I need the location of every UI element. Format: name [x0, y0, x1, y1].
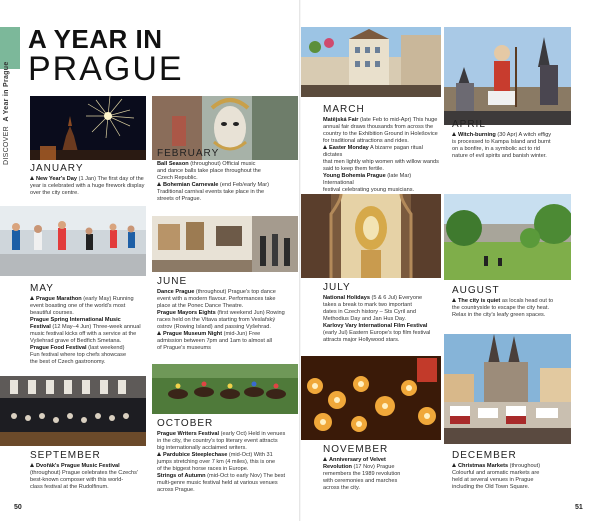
month-october: OCTOBER: [157, 418, 214, 429]
text-line: across Prague.: [157, 487, 195, 493]
text-october: [157, 431, 299, 494]
text-line: class festival at the Rudolfinum.: [30, 484, 109, 490]
text-line: for traditional attractions and rides.: [323, 138, 409, 144]
text-line: Revolution (17 Nov) Prague: [323, 464, 395, 470]
photo-july-church: [301, 194, 441, 278]
triangle-bullet-icon: [30, 296, 34, 300]
text-line: New Year's Day (1 Jan) The first day of the: [30, 176, 146, 183]
month-august: AUGUST: [452, 285, 500, 296]
text-line: annual fair draws thousands from across the: [323, 124, 434, 130]
text-line: Karlovy Vary International Film Festival: [323, 323, 428, 329]
sidebar-title: A Year in Prague: [3, 61, 10, 122]
text-line: music festival kicks off with a service at the: [30, 331, 137, 337]
text-line: Prague Marathon (early May) Running: [30, 296, 150, 303]
text-line: Prague Writers Festival (early Oct) Held in venues: [157, 431, 286, 437]
triangle-bullet-icon: [157, 452, 161, 456]
text-line: year is celebrated with a huge firework display: [30, 183, 145, 189]
text-line: attracts major Hollywood stars.: [323, 337, 400, 343]
text-september: [30, 463, 150, 491]
text-line: takes a break to mark two important: [323, 302, 412, 308]
text-line: is processed to Kampa Island and burnt: [452, 139, 551, 145]
text-line: Bohemian Carnevale (end Feb/early Mar): [157, 182, 297, 189]
text-line: races held on the Vltava starting from Veslařský: [157, 317, 276, 323]
text-line: including the Old Town Square.: [452, 484, 530, 490]
triangle-bullet-icon: [323, 457, 327, 461]
photo-october-steeplechase: [152, 364, 298, 414]
text-line: Matějská Fair (late Feb to mid-Apr) This huge: [323, 117, 438, 123]
text-line: Colourful and aromatic markets are: [452, 470, 540, 476]
triangle-bullet-icon: [30, 176, 34, 180]
photo-december-market: [444, 334, 571, 444]
text-line: Prague Mayors Eights (first weekend Jun) Rowing: [157, 310, 285, 316]
month-june: JUNE: [157, 276, 188, 287]
month-march: MARCH: [323, 104, 365, 115]
text-line: streets of Prague.: [157, 196, 202, 202]
text-line: Ball Season (throughout) Official music: [157, 161, 256, 167]
text-line: National Holidays (5 & 6 Jul) Everyone: [323, 295, 423, 301]
text-line: Prague Museum Night (mid-Jun) Free: [157, 331, 299, 338]
triangle-bullet-icon: [157, 331, 161, 335]
month-november: NOVEMBER: [323, 444, 389, 455]
photo-june-museum: [152, 216, 298, 272]
text-line: remembers the 1989 revolution: [323, 471, 401, 477]
triangle-bullet-icon: [452, 298, 456, 302]
text-june: [157, 289, 299, 352]
text-line: Fun festival where top chefs showcase: [30, 352, 127, 358]
text-line: Traditional carnival events take place in the: [157, 189, 265, 195]
text-november: [323, 457, 443, 492]
text-line: big internationally acclaimed writers.: [157, 445, 247, 451]
text-line: Czech Republic.: [157, 175, 198, 181]
page-title-line1: A YEAR IN: [28, 24, 163, 54]
text-line: and dance balls take place throughout the: [157, 168, 261, 174]
text-line: place at the Ponec Dance Theatre.: [157, 303, 244, 309]
triangle-bullet-icon: [323, 145, 327, 149]
text-april: [452, 132, 572, 160]
triangle-bullet-icon: [157, 182, 161, 186]
text-line: on a bonfire, in a symbolic act to rid: [452, 146, 540, 152]
text-line: Easter Monday A bizarre pagan ritual dictates: [323, 145, 423, 158]
text-line: Dvořák's Prague Music Festival: [30, 463, 150, 470]
text-line: of the biggest horse races in Europe.: [157, 466, 249, 472]
text-line: (throughout) Prague celebrates the Czechs': [30, 470, 139, 476]
text-line: (early Jul) Eastern Europe's top film festival: [323, 330, 431, 336]
triangle-bullet-icon: [30, 463, 34, 467]
text-line: that men lightly whip women with willow wands: [323, 159, 439, 165]
text-line: of Prague's museums: [157, 345, 211, 351]
text-line: Relax in the city's leafy green spaces.: [452, 312, 546, 318]
text-line: Pardubice Steeplechase (mid-Oct) With 31: [157, 452, 299, 459]
text-february: [157, 161, 297, 203]
text-line: Dance Prague (throughout) Prague's top dance: [157, 289, 276, 295]
text-line: Vyšehrad grave of Bedřich Smetana.: [30, 338, 122, 344]
photo-november-candles: [301, 356, 441, 440]
photo-may-marathon: [0, 206, 146, 276]
sidebar-label: [3, 61, 10, 165]
text-line: nature of evil spirits and banish winter.: [452, 153, 547, 159]
text-line: best-known composer with this world-: [30, 477, 124, 483]
month-september: SEPTEMBER: [30, 450, 101, 461]
text-line: Christmas Markets (throughout): [452, 463, 572, 470]
month-february: FEBRUARY: [157, 148, 220, 159]
text-line: event with a modern flavour. Performances take: [157, 296, 276, 302]
text-line: festival celebrating young musicians.: [323, 187, 415, 193]
text-line: beautiful courses.: [30, 310, 74, 316]
photo-april-witch: [444, 27, 571, 125]
text-line: over the city centre.: [30, 190, 79, 196]
photo-january-fireworks: [30, 96, 146, 160]
text-line: Prague Food Festival (last weekend): [30, 345, 125, 351]
text-line: held at several venues in Prague: [452, 477, 534, 483]
text-line: admission between 7pm and 1am to almost all: [157, 338, 273, 344]
text-july: [323, 295, 443, 344]
text-line: across the city.: [323, 485, 360, 491]
text-august: [452, 298, 572, 319]
text-may: [30, 296, 150, 366]
text-line: the countryside to escape the city heat.: [452, 305, 550, 311]
text-line: dates in Czech history – Sts Cyril and: [323, 309, 416, 315]
text-line: said to keep them fertile.: [323, 166, 384, 172]
page-number-right: 51: [575, 504, 583, 511]
photo-march-fair: [301, 27, 441, 97]
month-december: DECEMBER: [452, 450, 517, 461]
sidebar-prefix: DISCOVER: [3, 126, 10, 165]
text-line: Festival (12 May–4 Jun) Three-week annual: [30, 324, 141, 330]
triangle-bullet-icon: [452, 132, 456, 136]
text-line: Anniversary of Velvet: [323, 457, 443, 464]
text-line: Witch-burning (30 Apr) A witch effigy: [452, 132, 572, 139]
text-line: Young Bohemia Prague (late Mar) International: [323, 173, 412, 186]
page-number-left: 50: [14, 504, 22, 511]
text-december: [452, 463, 572, 491]
text-line: with ceremonies and marches: [323, 478, 398, 484]
month-january: JANUARY: [30, 163, 84, 174]
text-line: the best of Czech gastronomy.: [30, 359, 106, 365]
text-line: Methodius Day and Jan Hus Day.: [323, 316, 406, 322]
text-line: jumps stretching over 7 km (4 miles), this is one: [157, 459, 276, 465]
text-line: The city is quiet as locals head out to: [452, 298, 572, 305]
text-line: country to the Exhibition Ground in Holešovice: [323, 131, 438, 137]
month-may: MAY: [30, 283, 54, 294]
triangle-bullet-icon: [452, 463, 456, 467]
text-january: [30, 176, 146, 197]
page-title-line2: PRAGUE: [28, 50, 184, 88]
month-april: APRIL: [452, 119, 486, 130]
text-line: ostrov (Rowing Island) and passing Vyšehrad.: [157, 324, 271, 330]
text-line: Strings of Autumn (mid-Oct to early Nov) The best: [157, 473, 286, 479]
text-line: event boasting one of the world's most: [30, 303, 126, 309]
photo-september-orchestra: [0, 376, 146, 446]
photo-august-park: [444, 194, 571, 280]
text-march: [323, 117, 443, 194]
month-july: JULY: [323, 282, 351, 293]
text-line: multi-genre music festival held at various venues: [157, 480, 278, 486]
text-line: in the city, the country's top literary event attracts: [157, 438, 278, 444]
text-line: Prague Spring International Music: [30, 317, 121, 323]
